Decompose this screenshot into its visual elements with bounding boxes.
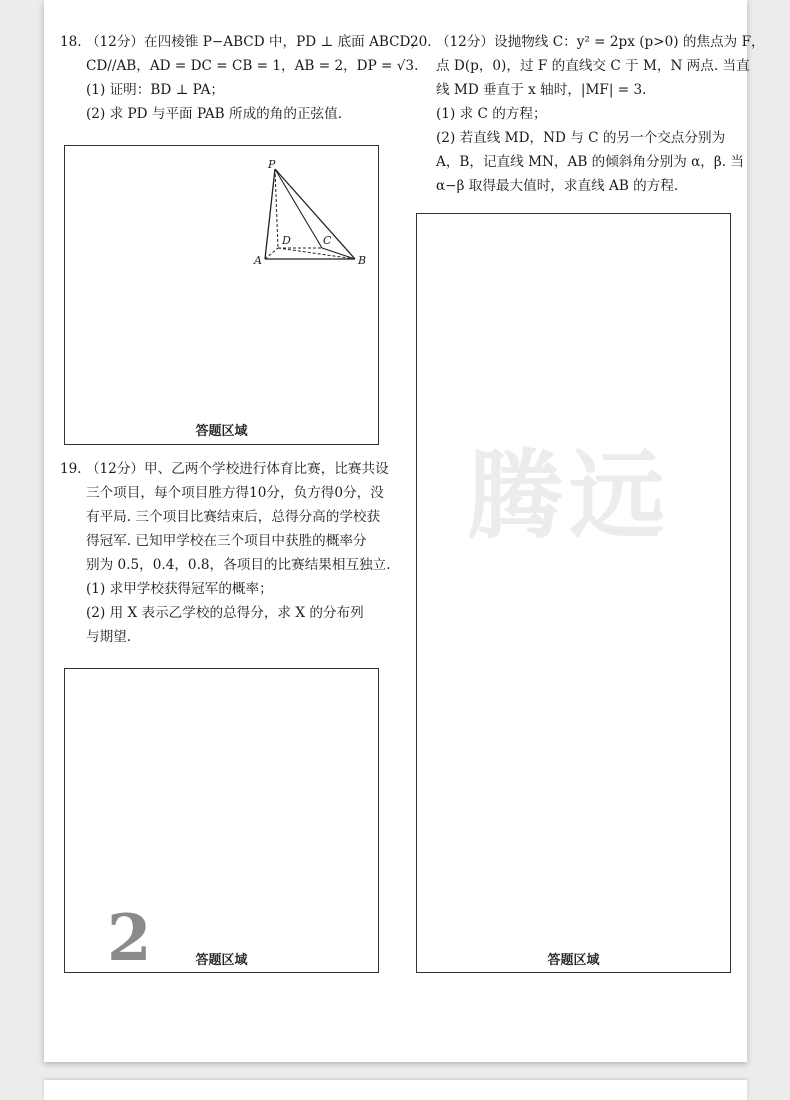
q18-answer-label: 答题区域 — [195, 424, 248, 439]
edge-pd — [275, 169, 278, 248]
page-number: 2 — [107, 901, 152, 976]
q19-part-1: (1) 求甲学校获得冠军的概率； — [86, 581, 273, 597]
label-p: P — [268, 158, 276, 171]
q20-line-2: 点 D(p，0)，过 F 的直线交 C 于 M，N 两点. 当直 — [436, 58, 750, 74]
label-a: A — [254, 254, 262, 267]
q20-line-3: 线 MD 垂直于 x 轴时，|MF| = 3. — [436, 82, 647, 98]
q18-part-1: (1) 证明：BD ⊥ PA； — [86, 82, 224, 98]
next-page-edge — [44, 1080, 747, 1100]
label-d: D — [282, 234, 291, 247]
q19-answer-area[interactable] — [64, 668, 379, 976]
q19-line-4: 得冠军. 已知甲学校在三个项目中获胜的概率分 — [86, 533, 367, 549]
q20-line-1: 20. （12分）设抛物线 C：y² = 2px (p>0) 的焦点为 F， — [410, 34, 765, 50]
q20-answer-label: 答题区域 — [547, 953, 600, 968]
question-20 — [410, 30, 765, 198]
edge-db — [278, 248, 355, 259]
q20-line-7: α−β 取得最大值时，求直线 AB 的方程. — [436, 178, 679, 194]
q20-part-2: (2) 若直线 MD，ND 与 C 的另一个交点分别为 — [436, 130, 726, 146]
q20-line-6: A，B，记直线 MN，AB 的倾斜角分别为 α，β. 当 — [436, 154, 744, 170]
q19-line-2: 三个项目，每个项目胜方得10分，负方得0分，没 — [86, 485, 384, 501]
q19-line-8: 与期望. — [86, 629, 132, 645]
q19-answer-label: 答题区域 — [195, 953, 248, 968]
question-18 — [60, 30, 424, 126]
edge-pa — [265, 169, 275, 259]
label-b: B — [358, 254, 367, 267]
q19-line-5: 别为 0.5，0.4，0.8，各项目的比赛结果相互独立. — [86, 557, 391, 573]
question-19 — [60, 457, 391, 649]
q19-line-3: 有平局. 三个项目比赛结束后，总得分高的学校获 — [86, 509, 381, 525]
q18-part-2: (2) 求 PD 与平面 PAB 所成的角的正弦值. — [86, 106, 343, 122]
q18-line-1: 18. （12分）在四棱锥 P−ABCD 中，PD ⊥ 底面 ABCD， — [60, 34, 425, 50]
watermark: 腾远 — [467, 440, 671, 552]
q18-answer-area[interactable] — [64, 145, 379, 445]
q19-line-1: 19. （12分）甲、乙两个学校进行体育比赛，比赛共设 — [60, 461, 389, 477]
edge-ad — [265, 248, 278, 259]
q19-part-2: (2) 用 X 表示乙学校的总得分，求 X 的分布列 — [86, 605, 364, 621]
q18-line-2: CD//AB，AD = DC = CB = 1，AB = 2，DP = √3. — [86, 58, 419, 74]
pyramid-figure — [250, 156, 370, 271]
q20-part-1: (1) 求 C 的方程； — [436, 106, 547, 122]
q20-answer-area[interactable] — [416, 213, 731, 973]
label-c: C — [323, 234, 332, 247]
